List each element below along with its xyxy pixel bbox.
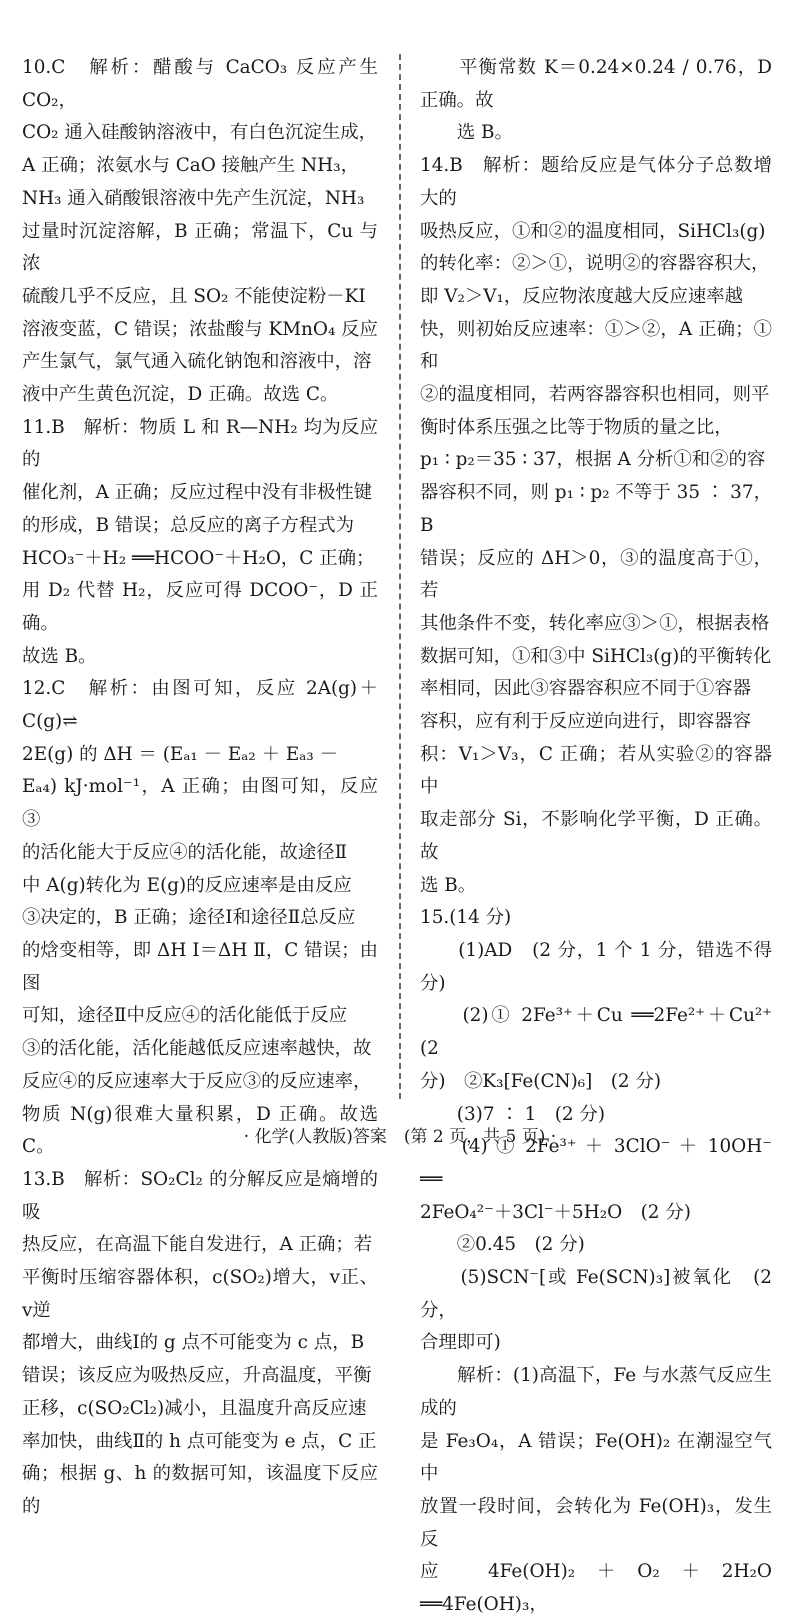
right-line: (1)AD (2 分，1 个 1 分，错选不得分) [420, 939, 772, 994]
right-line: (4) ① 2Fe³⁺ ＋ 3ClO⁻ ＋ 10OH⁻ ══ [420, 1136, 772, 1190]
right-line: 的转化率：②＞①，说明②的容器容积大， [420, 253, 770, 275]
right-line: (5)SCN⁻[或 Fe(SCN)₃]被氧化 (2 分， [420, 1267, 772, 1321]
right-line: 选 B。 [420, 874, 477, 896]
left-line: 中 A(g)转化为 E(g)的反应速率是由反应 [22, 874, 352, 896]
left-line: 过量时沉淀溶解，B 正确；常温下，Cu 与浓 [22, 220, 378, 275]
left-line: 反应④的反应速率大于反应③的反应速率， [22, 1070, 372, 1092]
right-line: ②0.45 (2 分) [420, 1234, 585, 1256]
left-line: 催化剂，A 正确；反应过程中没有非极性键 [22, 482, 373, 504]
left-line: 10.C 解析：醋酸与 CaCO₃ 反应产生 CO₂， [22, 57, 378, 111]
right-line: 积：V₁＞V₃，C 正确；若从实验②的容器中 [420, 743, 772, 798]
left-line: CO₂ 通入硅酸钠溶液中，有白色沉淀生成， [22, 122, 378, 144]
left-line: NH₃ 通入硝酸银溶液中先产生沉淀，NH₃ [22, 187, 365, 209]
right-line: 快，则初始反应速率：①＞②，A 正确；①和 [420, 318, 772, 373]
right-line: 分) ②K₃[Fe(CN)₆] (2 分) [420, 1070, 662, 1092]
left-line: 用 D₂ 代替 H₂，反应可得 DCOO⁻，D 正确。 [22, 580, 378, 634]
right-line: (2)① 2Fe³⁺＋Cu ══2Fe²⁺＋Cu²⁺ (2 [420, 1005, 791, 1060]
left-line: 的焓变相等，即 ΔH Ⅰ＝ΔH Ⅱ，C 错误；由图 [22, 939, 378, 994]
right-line: 衡时体系压强之比等于物质的量之比， [420, 416, 733, 438]
column-divider [399, 54, 401, 1099]
right-line: 错误；反应的 ΔH＞0，③的温度高于①，若 [420, 547, 772, 602]
right-line: 容积，应有利于反应逆向进行，即容器容 [420, 711, 752, 733]
left-line: 硫酸几乎不反应，且 SO₂ 不能使淀粉－KI [22, 285, 366, 307]
left-line: 确；根据 g、h 的数据可知，该温度下反应的 [22, 1463, 378, 1517]
right-line: 合理即可) [420, 1332, 501, 1354]
right-line: 吸热反应，①和②的温度相同，SiHCl₃(g) [420, 220, 766, 242]
right-line: 15.(14 分) [420, 907, 512, 929]
right-line: p₁ ∶ p₂＝35 ∶ 37，根据 A 分析①和②的容 [420, 449, 766, 471]
left-line: 的活化能大于反应④的活化能，故途径Ⅱ [22, 841, 348, 863]
left-line: 热反应，在高温下能自发进行，A 正确；若 [22, 1234, 373, 1256]
left-line: ③的活化能，活化能越低反应速率越快，故 [22, 1038, 372, 1060]
left-column [22, 52, 378, 1524]
left-line: 溶液变蓝，C 错误；浓盐酸与 KMnO₄ 反应 [22, 318, 378, 340]
right-line: 选 B。 [420, 122, 513, 144]
left-line: 13.B 解析：SO₂Cl₂ 的分解反应是熵增的吸 [22, 1168, 378, 1223]
right-column [420, 52, 791, 1622]
left-line: 平衡时压缩容器体积，c(SO₂)增大，v正、v逆 [22, 1267, 378, 1321]
left-line: ③决定的，B 正确；途径Ⅰ和途径Ⅱ总反应 [22, 907, 356, 929]
right-line: 器容积不同，则 p₁ ∶ p₂ 不等于 35 ∶ 37，B [420, 482, 772, 536]
right-line: 应 4Fe(OH)₂＋O₂＋2H₂O ══4Fe(OH)₃， [420, 1561, 772, 1616]
left-line: 都增大，曲线Ⅰ的 g 点不可能变为 c 点，B [22, 1332, 365, 1354]
left-line: 错误；该反应为吸热反应，升高温度，平衡 [22, 1365, 372, 1387]
left-line: 故选 B。 [22, 645, 97, 667]
left-line: 12.C 解析：由图可知，反应 2A(g)＋C(g)⇌ [22, 678, 378, 733]
right-line: 即 V₂＞V₁，反应物浓度越大反应速率越 [420, 285, 744, 307]
left-line: 的形成，B 错误；总反应的离子方程式为 [22, 514, 355, 536]
right-line: 14.B 解析：题给反应是气体分子总数增大的 [420, 155, 772, 209]
left-line: 11.B 解析：物质 L 和 R—NH₂ 均为反应的 [22, 416, 378, 471]
right-line: 平衡常数 K＝0.24×0.24 / 0.76，D 正确。故 [420, 57, 772, 111]
left-line: 可知，途径Ⅱ中反应④的活化能低于反应 [22, 1005, 348, 1027]
right-line: 数据可知，①和③中 SiHCl₃(g)的平衡转化 [420, 645, 772, 667]
left-line: HCO₃⁻＋H₂ ══HCOO⁻＋H₂O，C 正确； [22, 547, 375, 569]
right-line: 解析：(1)高温下，Fe 与水蒸气反应生成的 [420, 1365, 772, 1419]
left-line: 正移，c(SO₂Cl₂)减小，且温度升高反应速 [22, 1397, 367, 1419]
right-line: 取走部分 Si，不影响化学平衡，D 正确。故 [420, 809, 772, 863]
left-line: 率加快，曲线Ⅱ的 h 点可能变为 e 点，C 正 [22, 1430, 377, 1452]
right-line: 是 Fe₃O₄，A 错误；Fe(OH)₂ 在潮湿空气中 [420, 1430, 772, 1485]
left-line: 物质 N(g)很难大量积累，D 正确。故选 C。 [22, 1103, 378, 1158]
left-line: 2E(g) 的 ΔH ＝ (Eₐ₁ － Eₐ₂ ＋ Eₐ₃ － [22, 743, 338, 765]
right-line: ②的温度相同，若两容器容积也相同，则平 [420, 384, 770, 406]
right-line: 放置一段时间，会转化为 Fe(OH)₃，发生反 [420, 1495, 772, 1550]
right-line: (3)7 ∶ 1 (2 分) [420, 1103, 605, 1125]
left-line: Eₐ₄) kJ·mol⁻¹，A 正确；由图可知，反应③ [22, 776, 378, 831]
left-line: 产生氯气，氯气通入硫化钠饱和溶液中，溶 [22, 351, 372, 373]
left-line: A 正确；浓氨水与 CaO 接触产生 NH₃， [22, 155, 359, 177]
page-footer: · 化学(人教版)答案 (第 2 页，共 5 页) · [243, 1127, 557, 1147]
right-line: 率相同，因此③容器容积应不同于①容器 [420, 678, 752, 700]
right-line: 2FeO₄²⁻＋3Cl⁻＋5H₂O (2 分) [420, 1201, 691, 1223]
left-line: 液中产生黄色沉淀，D 正确。故选 C。 [22, 384, 339, 406]
right-line: 其他条件不变，转化率应③＞①，根据表格 [420, 612, 770, 634]
